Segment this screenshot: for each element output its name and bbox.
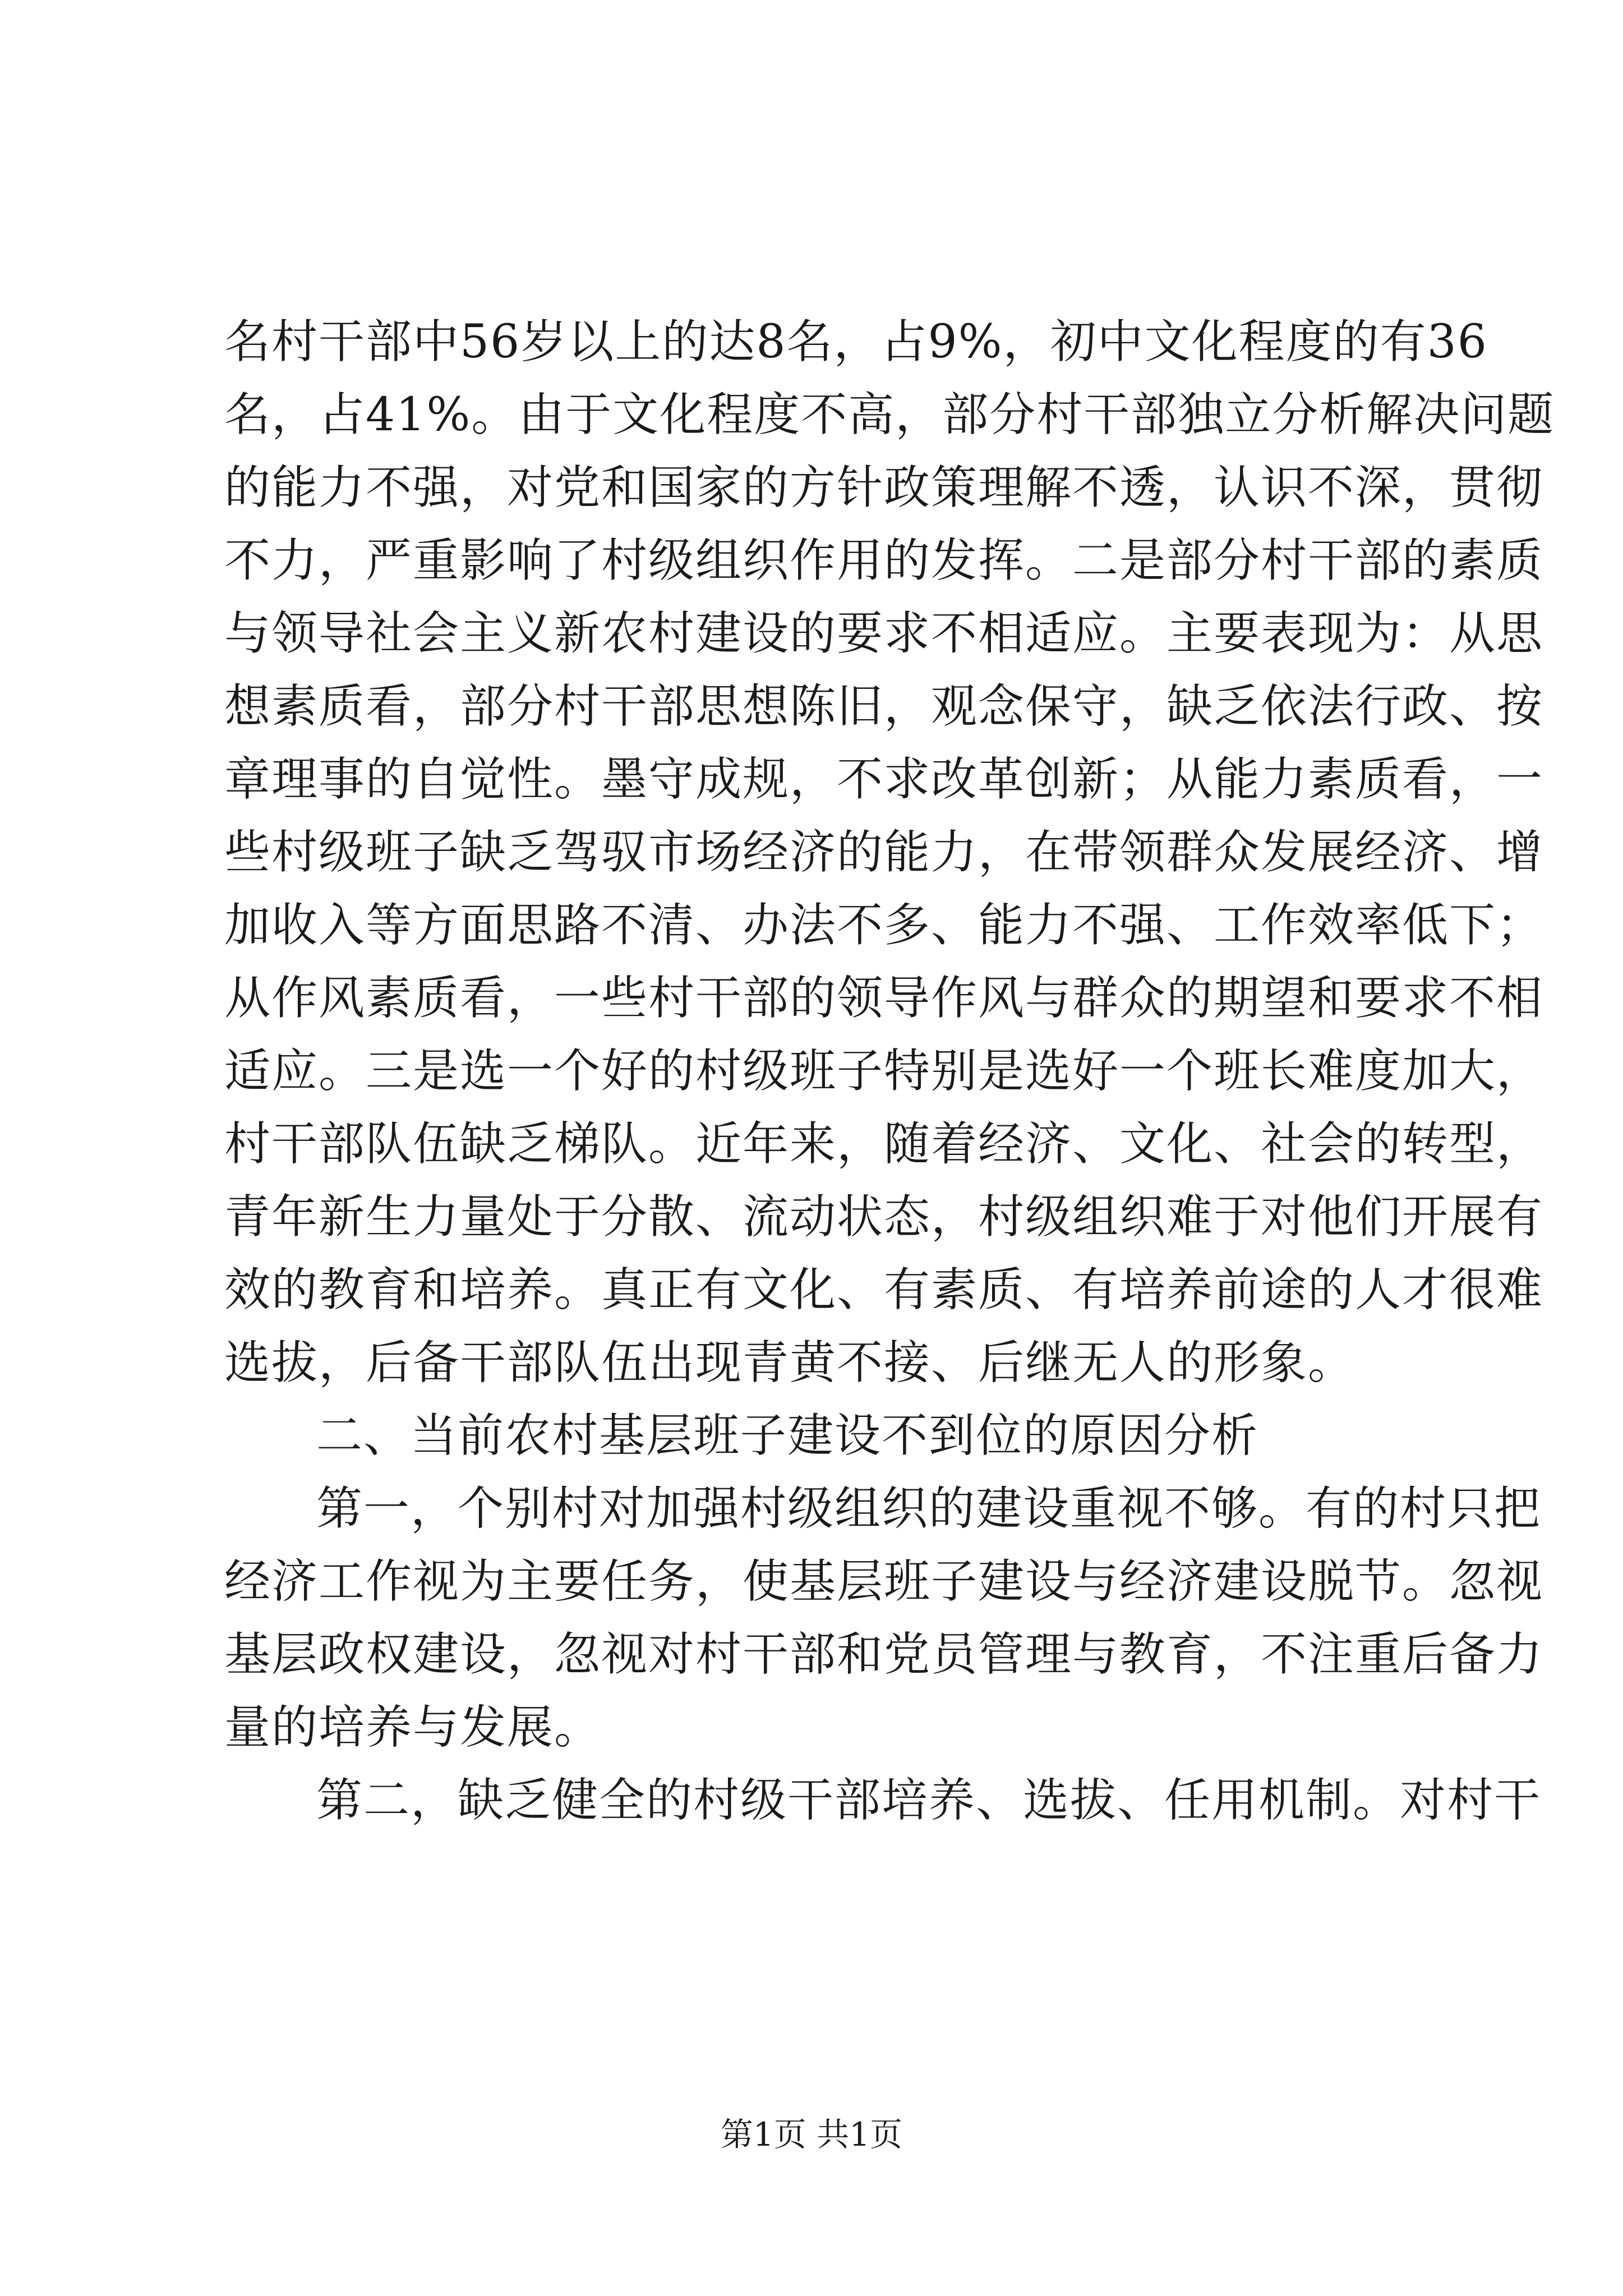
text-line: 想素质看，部分村干部思想陈旧，观念保守，缺乏依法行政、按 bbox=[224, 680, 1544, 733]
text-line: 加收入等方面思路不清、办法不多、能力不强、工作效率低下； bbox=[224, 899, 1544, 952]
text-line: 第一，个别村对加强村级组织的建设重视不够。有的村只把 bbox=[316, 1482, 1542, 1535]
text-line: 效的教育和培养。真正有文化、有素质、有培养前途的人才很难 bbox=[224, 1263, 1544, 1317]
text-line: 的能力不强，对党和国家的方针政策理解不透，认识不深，贯彻 bbox=[224, 461, 1544, 514]
page-footer: 第1页 共1页 bbox=[720, 2115, 903, 2154]
text-line: 章理事的自觉性。墨守成规，不求改革创新；从能力素质看，一 bbox=[224, 753, 1544, 806]
text-line: 名，占41%。由于文化程度不高，部分村干部独立分析解决问题 bbox=[224, 388, 1555, 441]
text-line: 第二，缺乏健全的村级干部培养、选拔、任用机制。对村干 bbox=[316, 1774, 1542, 1827]
text-line: 与领导社会主义新农村建设的要求不相适应。主要表现为：从思 bbox=[224, 607, 1544, 660]
text-line: 村干部队伍缺乏梯队。近年来，随着经济、文化、社会的转型， bbox=[224, 1117, 1544, 1171]
text-line: 不力，严重影响了村级组织作用的发挥。二是部分村干部的素质 bbox=[224, 534, 1544, 587]
text-line: 选拔，后备干部队伍出现青黄不接、后继无人的形象。 bbox=[224, 1336, 1355, 1389]
text-line: 适应。三是选一个好的村级班子特别是选好一个班长难度加大， bbox=[224, 1045, 1544, 1098]
text-line: 些村级班子缺乏驾驭市场经济的能力，在带领群众发展经济、增 bbox=[224, 826, 1544, 879]
text-line: 基层政权建设，忽视对村干部和党员管理与教育，不注重后备力 bbox=[224, 1628, 1544, 1681]
text-line: 名村干部中56岁以上的达8名，占9%，初中文化程度的有36 bbox=[224, 315, 1488, 369]
document-body bbox=[224, 306, 1555, 1837]
text-line: 青年新生力量处于分散、流动状态，村级组织难于对他们开展有 bbox=[224, 1190, 1544, 1244]
text-line: 量的培养与发展。 bbox=[224, 1701, 602, 1754]
text-line: 从作风素质看，一些村干部的领导作风与群众的期望和要求不相 bbox=[224, 972, 1544, 1025]
text-line: 二、当前农村基层班子建设不到位的原因分析 bbox=[316, 1409, 1259, 1462]
text-line: 经济工作视为主要任务，使基层班子建设与经济建设脱节。忽视 bbox=[224, 1555, 1544, 1608]
